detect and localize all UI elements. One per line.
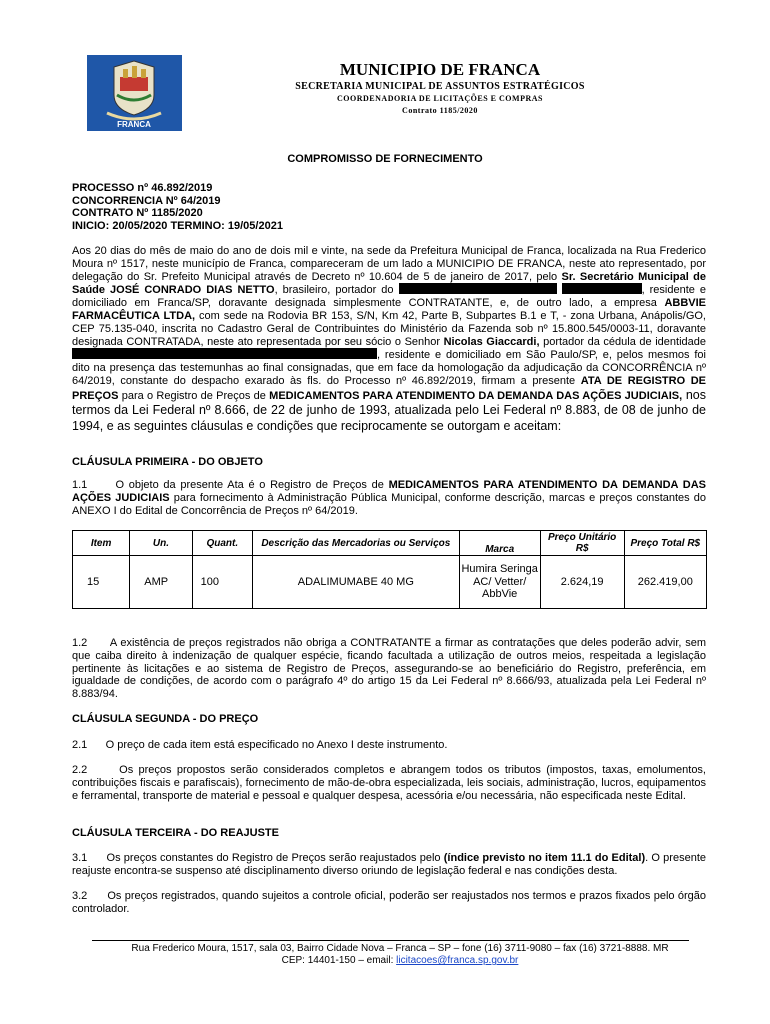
clausula-primeira-heading: CLÁUSULA PRIMEIRA - DO OBJETO (72, 456, 263, 468)
secretaria-subtitle: SECRETARIA MUNICIPAL DE ASSUNTOS ESTRATÉGICOS (295, 81, 585, 92)
cell-quant: 100 (192, 556, 252, 609)
municipality-title: MUNICIPIO DE FRANCA (339, 60, 541, 79)
cell-item: 15 (73, 556, 130, 609)
email-link[interactable]: licitacoes@franca.sp.gov.br (396, 955, 519, 966)
contract-subtitle: Contrato 1185/2020 (402, 106, 478, 115)
cell-un: AMP (130, 556, 192, 609)
coat-of-arms-logo (87, 55, 182, 131)
clausula-terceira-heading: CLÁUSULA TERCEIRA - DO REAJUSTE (72, 827, 279, 839)
clausula-segunda-heading: CLÁUSULA SEGUNDA - DO PREÇO (72, 713, 259, 725)
header-un: Un. (130, 531, 192, 556)
header-item: Item (73, 531, 130, 556)
redaction-box (72, 348, 377, 359)
document-title: COMPROMISSO DE FORNECIMENTO (287, 153, 483, 165)
cell-total-price: 262.419,00 (624, 556, 706, 609)
footer-contact: CEP: 14401-150 – email: licitacoes@franca.sp.gov.br (281, 955, 519, 966)
footer-divider (92, 940, 689, 941)
paragraph-3-2: 3.2 Os preços registrados, quando sujeitos a controle oficial, poderão ser reajustados nos termos e prazos fixados pelo órgão controlador. (72, 890, 706, 915)
paragraph-2-1: 2.1 O preço de cada item está especificado no Anexo I deste instrumento. (72, 739, 448, 751)
header-marca: Marca (459, 531, 540, 556)
paragraph-3-1: 3.1 Os preços constantes do Registro de Preços serão reajustados pelo (índice previsto no item 11.1 do Edital). O presente reajuste encontra-se suspenso até disciplinamento diverso oriundo de legislação federal e nas condições desta. (72, 852, 706, 877)
table-row (73, 556, 707, 609)
redaction-box (399, 283, 557, 294)
header-quant: Quant. (192, 531, 252, 556)
cell-description: ADALIMUMABE 40 MG (252, 556, 459, 609)
redaction-box (562, 283, 642, 294)
footer-address: Rua Frederico Moura, 1517, sala 03, Bairro Cidade Nova – Franca – SP – fone (16) 3711-9080 – fax (16) 3721-8888. MR (131, 943, 669, 954)
footer (0, 943, 770, 967)
paragraph-2-2: 2.2 Os preços propostos serão considerados completos e abrangem todos os tributos (impostos, taxas, emolumentos, contribuições fiscais e parafiscais), fornecimento de mão-de-obra especializada, leis sociais, administração, lucros, equipamentos e ferramental, transporte de material e pessoal e qualquer despesa, acessória e/ou necessária, não especificada neste Edital. (72, 764, 706, 802)
cell-unit-price: 2.624,19 (540, 556, 624, 609)
contrato-number: CONTRATO Nº 1185/2020 (72, 207, 203, 219)
items-table (72, 530, 707, 609)
contract-dates: INICIO: 20/05/2020 TERMINO: 19/05/2021 (72, 219, 283, 232)
concorrencia-number: CONCORRENCIA Nº 64/2019 (72, 194, 221, 207)
process-info (72, 182, 283, 232)
header-description: Descrição das Mercadorias ou Serviços (252, 531, 459, 556)
cell-marca: Humira Seringa AC/ Vetter/ AbbVie (459, 556, 540, 609)
processo-number: PROCESSO nº 46.892/2019 (72, 182, 213, 194)
logo-text: FRANCA (117, 120, 151, 129)
table-header-row (73, 531, 707, 556)
coordenadoria-subtitle: COORDENADORIA DE LICITAÇÕES E COMPRAS (337, 94, 543, 103)
header-unit-price: Preço Unitário R$ (540, 531, 624, 556)
paragraph-1-2: 1.2 A existência de preços registrados não obriga a CONTRATANTE a firmar as contratações que deles poderão advir, sem que caiba direito à indenização de qualquer espécie, ficando facultada a utilização de outros meios, respeitada a legislação pertinente às licitações e ao sistema de Registro de Preços, assegurando-se ao beneficiário do Registro, preferência, em igualdade de condições, de acordo com o parágrafo 4º do artigo 15 da Lei Federal nº 8.666/93, atualizada pela Lei Federal nº 8.883/94. (72, 637, 706, 701)
intro-paragraph: Aos 20 dias do mês de maio do ano de dois mil e vinte, na sede da Prefeitura Municipal de Franca, localizada na Rua Frederico Moura nº 1517, neste município de Franca, compareceram de um lado a MUNICIPIO DE FRANCA, neste ato representado, por delegação do Sr. Prefeito Municipal através de Decreto nº 10.604 de 5 de janeiro de 2017, pelo Sr. Secretário Municipal de Saúde JOSÉ CONRADO DIAS NETTO, brasileiro, portador do , residente e domiciliado em Franca/SP, doravante designada simplesmente CONTRATANTE, e, de outro lado, a empresa ABBVIE FARMACÊUTICA LTDA, com sede na Rodovia BR 153, S/N, Km 42, Parte B, Subpartes B.1 e T, - zona Urbana, Anápolis/GO, CEP 75.135-040, inscrita no Cadastro Geral de Contribuintes do Ministério da Fazenda sob nº 15.800.545/0003-11, doravante designada CONTRATADA, neste ato representada por seu sócio o Senhor Nicolas Giaccardi, portador da cédula de identidade , residente e domiciliado em São Paulo/SP, e, pelos mesmos foi dito na presença das testemunhas ao final consignadas, que em face da homologação da adjudicação da CONCORRÊNCIA nº 64/2019, constante do despacho exarado às fls. do Processo nº 46.892/2019, firmam a presente ATA DE REGISTRO DE PREÇOS para o Registro de Preços de MEDICAMENTOS PARA ATENDIMENTO DA DEMANDA DAS AÇÕES JUDICIAIS, nos termos da Lei Federal nº 8.666, de 22 de junho de 1993, atualizada pelo Lei Federal nº 8.883, de 08 de junho de 1994, e as seguintes cláusulas e condições que reciprocamente se outorgam e aceitam: (72, 245, 706, 433)
paragraph-1-1: 1.1 O objeto da presente Ata é o Registro de Preços de MEDICAMENTOS PARA ATENDIMENTO DA DEMANDA DAS AÇÕES JUDICIAIS para fornecimento à Administração Pública Municipal, conforme descrição, marcas e preços constantes do ANEXO I do Edital de Concorrência de Preços nº 64/2019. (72, 479, 706, 517)
header-total-price: Preço Total R$ (624, 531, 706, 556)
